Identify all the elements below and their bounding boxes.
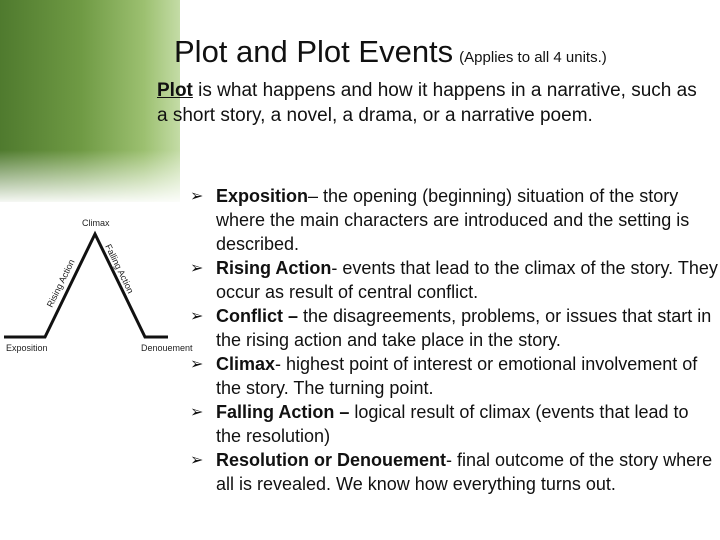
diagram-label-climax: Climax: [82, 218, 110, 228]
event-term: Falling Action –: [216, 402, 350, 422]
plot-events-list: [190, 184, 718, 496]
title-subtitle: (Applies to all 4 units.): [459, 49, 607, 66]
event-description: - final outcome of the story where all is revealed. We know how everything turns out.: [216, 450, 713, 494]
list-item: [190, 256, 718, 304]
diagram-label-exposition: Exposition: [6, 343, 48, 353]
list-item: [190, 184, 718, 256]
slide-title: [174, 34, 607, 70]
event-description: - events that lead to the climax of the story. They occur as result of central conflict.: [216, 258, 718, 302]
list-item: [190, 352, 718, 400]
plot-definition-text: is what happens and how it happens in a narrative, such as a short story, a novel, a drama, or a narrative poem.: [157, 80, 697, 126]
diagram-label-rising-action: Rising Action: [44, 257, 77, 309]
diagram-label-falling-action: Falling Action: [103, 242, 136, 295]
bullet-arrow-icon: ➢: [190, 402, 204, 421]
event-description: - highest point of interest or emotional involvement of the story. The turning point.: [216, 354, 698, 398]
event-term: Exposition: [216, 186, 309, 206]
bullet-arrow-icon: ➢: [190, 258, 204, 277]
plot-definition: [157, 78, 712, 128]
plot-term: Plot: [157, 80, 193, 101]
event-term: Climax: [216, 354, 276, 374]
list-item: [190, 400, 718, 448]
bullet-arrow-icon: ➢: [190, 450, 204, 469]
list-item: [190, 304, 718, 352]
event-description: the disagreements, problems, or issues that start in the rising action and take place in the story.: [216, 306, 712, 350]
diagram-label-denouement: Denouement: [141, 343, 193, 353]
event-description: logical result of climax (events that lead to the resolution): [216, 402, 689, 446]
plot-diagram: [0, 212, 193, 362]
bullet-arrow-icon: ➢: [190, 306, 204, 325]
event-term: Resolution or Denouement: [216, 450, 447, 470]
accent-band-fade: [0, 150, 180, 205]
event-term: Rising Action: [216, 258, 332, 278]
title-main: Plot and Plot Events: [174, 34, 454, 69]
bullet-arrow-icon: ➢: [190, 186, 204, 205]
plot-diagram-line: [4, 234, 168, 337]
event-term: Conflict –: [216, 306, 299, 326]
bullet-arrow-icon: ➢: [190, 354, 204, 373]
list-item: [190, 448, 718, 496]
event-description: – the opening (beginning) situation of the story where the main characters are introduced and the setting is described.: [216, 186, 690, 254]
